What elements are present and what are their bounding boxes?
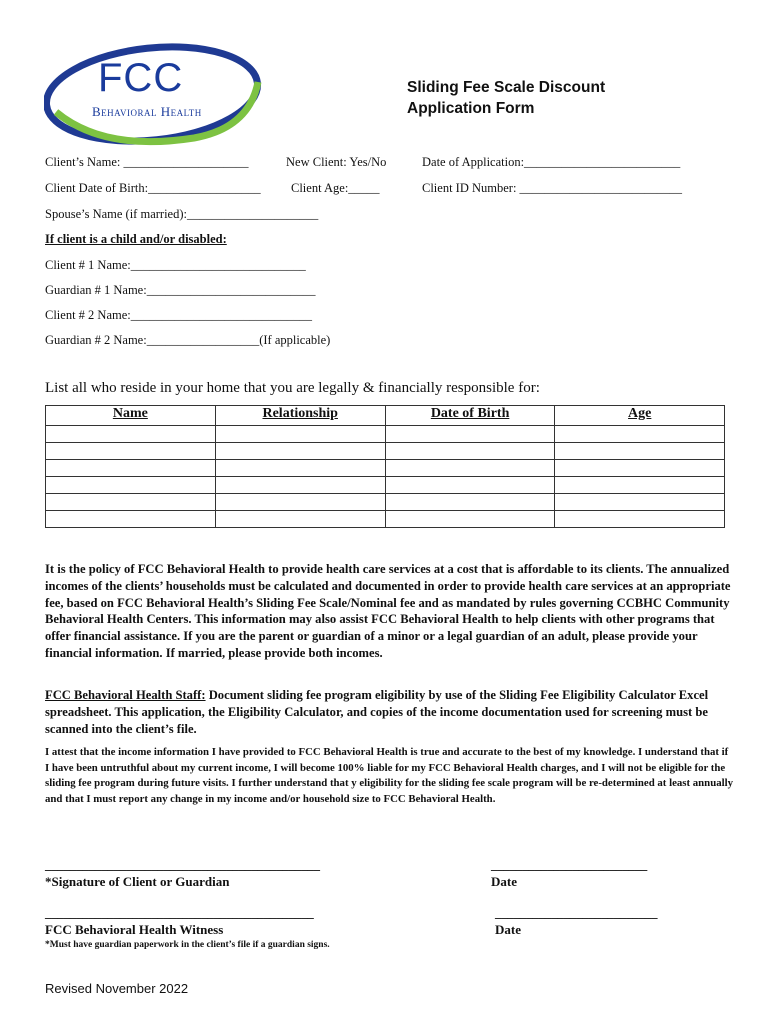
household-intro: List all who reside in your home that you are legally & financially responsible for: (45, 380, 540, 396)
table-cell[interactable] (215, 511, 385, 528)
date-of-application-field[interactable]: Date of Application:_________________________ (422, 155, 681, 169)
table-cell[interactable] (215, 494, 385, 511)
table-cell[interactable] (555, 477, 725, 494)
witness-label: FCC Behavioral Health Witness (45, 922, 224, 937)
table-row (46, 443, 725, 460)
table-row (46, 511, 725, 528)
table-header-row (46, 406, 725, 426)
table-cell[interactable] (555, 494, 725, 511)
new-client-field[interactable]: New Client: Yes/No (286, 155, 387, 169)
signature-line[interactable]: ____________________________________________ (45, 858, 320, 872)
signature-date-label: Date (491, 874, 517, 889)
guardian1-name-field[interactable]: Guardian # 1 Name:___________________________ (45, 283, 316, 297)
table-cell[interactable] (385, 443, 555, 460)
table-row (46, 494, 725, 511)
table-cell[interactable] (555, 443, 725, 460)
table-cell[interactable] (46, 494, 216, 511)
staff-label: FCC Behavioral Health Staff: (45, 688, 206, 702)
guardian-note: *Must have guardian paperwork in the client’s file if a guardian signs. (45, 940, 330, 950)
signature-date-line[interactable]: _________________________ (491, 858, 648, 872)
table-row (46, 460, 725, 477)
client-id-field[interactable]: Client ID Number: __________________________ (422, 181, 683, 195)
column-header-dob: Date of Birth (385, 406, 555, 426)
table-row (46, 426, 725, 443)
column-header-name: Name (46, 406, 216, 426)
client1-name-field[interactable]: Client # 1 Name:____________________________ (45, 258, 306, 272)
client-dob-field[interactable]: Client Date of Birth:__________________ (45, 181, 261, 195)
client2-name-field[interactable]: Client # 2 Name:_____________________________ (45, 308, 312, 322)
table-cell[interactable] (555, 426, 725, 443)
table-cell[interactable] (385, 494, 555, 511)
witness-date-label: Date (495, 922, 521, 937)
table-cell[interactable] (215, 477, 385, 494)
table-cell[interactable] (215, 443, 385, 460)
attestation-paragraph: I attest that the income information I have provided to FCC Behavioral Health is true and accurate to the best of my knowledge. I understand that if I have been untruthful about my current income, I will become 100% liable for my FCC Behavioral Health charges, and I will not be eligible for the sliding fee program during future visits. I further understand that y eligibility for the sliding fee scale program will be re-determined at least annually and that I must report any change in my income and/or household size to FCC Behavioral Health. (45, 746, 733, 805)
table-cell[interactable] (215, 426, 385, 443)
fcc-logo (44, 42, 264, 152)
form-title-line1: Sliding Fee Scale Discount (407, 79, 606, 96)
client-name-field[interactable]: Client’s Name: ____________________ (45, 155, 249, 169)
logo-abbr: FCC (98, 56, 184, 100)
spouse-name-field[interactable]: Spouse’s Name (if married):_____________________ (45, 207, 319, 221)
form-title-line2: Application Form (407, 100, 535, 117)
policy-paragraph: It is the policy of FCC Behavioral Health to provide health care services at a cost that is affordable to its clients. The annualized incomes of the clients’ households must be calculated and documented in order to provide health care services at an appropriate fee, based on FCC Behavioral Health’s Sliding Fee Scale/Nominal fee and as mandated by rules governing CCBHC Community Behavioral Health Centers. This information may also assist FCC Behavioral Health to help clients with other programs that offer financial assistance. If you are the parent or guardian of a minor or a legal guardian of an adult, please provide your financial information. If married, please provide both incomes. (45, 562, 731, 660)
column-header-relationship: Relationship (215, 406, 385, 426)
witness-line[interactable]: ___________________________________________ (45, 906, 314, 920)
logo-subtitle: Behavioral Health (92, 104, 202, 119)
table-cell[interactable] (215, 460, 385, 477)
signature-label: *Signature of Client or Guardian (45, 874, 230, 889)
table-cell[interactable] (46, 460, 216, 477)
table-cell[interactable] (385, 426, 555, 443)
table-cell[interactable] (46, 511, 216, 528)
table-row (46, 477, 725, 494)
household-table (45, 405, 725, 528)
column-header-age: Age (555, 406, 725, 426)
revision-footer: Revised November 2022 (45, 981, 189, 996)
table-cell[interactable] (385, 511, 555, 528)
table-cell[interactable] (385, 460, 555, 477)
table-cell[interactable] (555, 460, 725, 477)
table-cell[interactable] (46, 426, 216, 443)
client-age-field[interactable]: Client Age:_____ (291, 181, 380, 195)
table-cell[interactable] (46, 477, 216, 494)
staff-text: Document sliding fee program eligibility by use of the Sliding Fee Eligibility Calculator Excel spreadsheet. This application, the Eligibility Calculator, and copies of the income documentation used for screening must be scanned into the client’s file. (45, 688, 709, 736)
table-cell[interactable] (46, 443, 216, 460)
table-cell[interactable] (385, 477, 555, 494)
guardian2-name-field[interactable]: Guardian # 2 Name:__________________(If applicable) (45, 333, 331, 347)
witness-date-line[interactable]: __________________________ (495, 906, 658, 920)
child-section-heading: If client is a child and/or disabled: (45, 232, 227, 246)
staff-instructions (45, 687, 735, 737)
table-cell[interactable] (555, 511, 725, 528)
